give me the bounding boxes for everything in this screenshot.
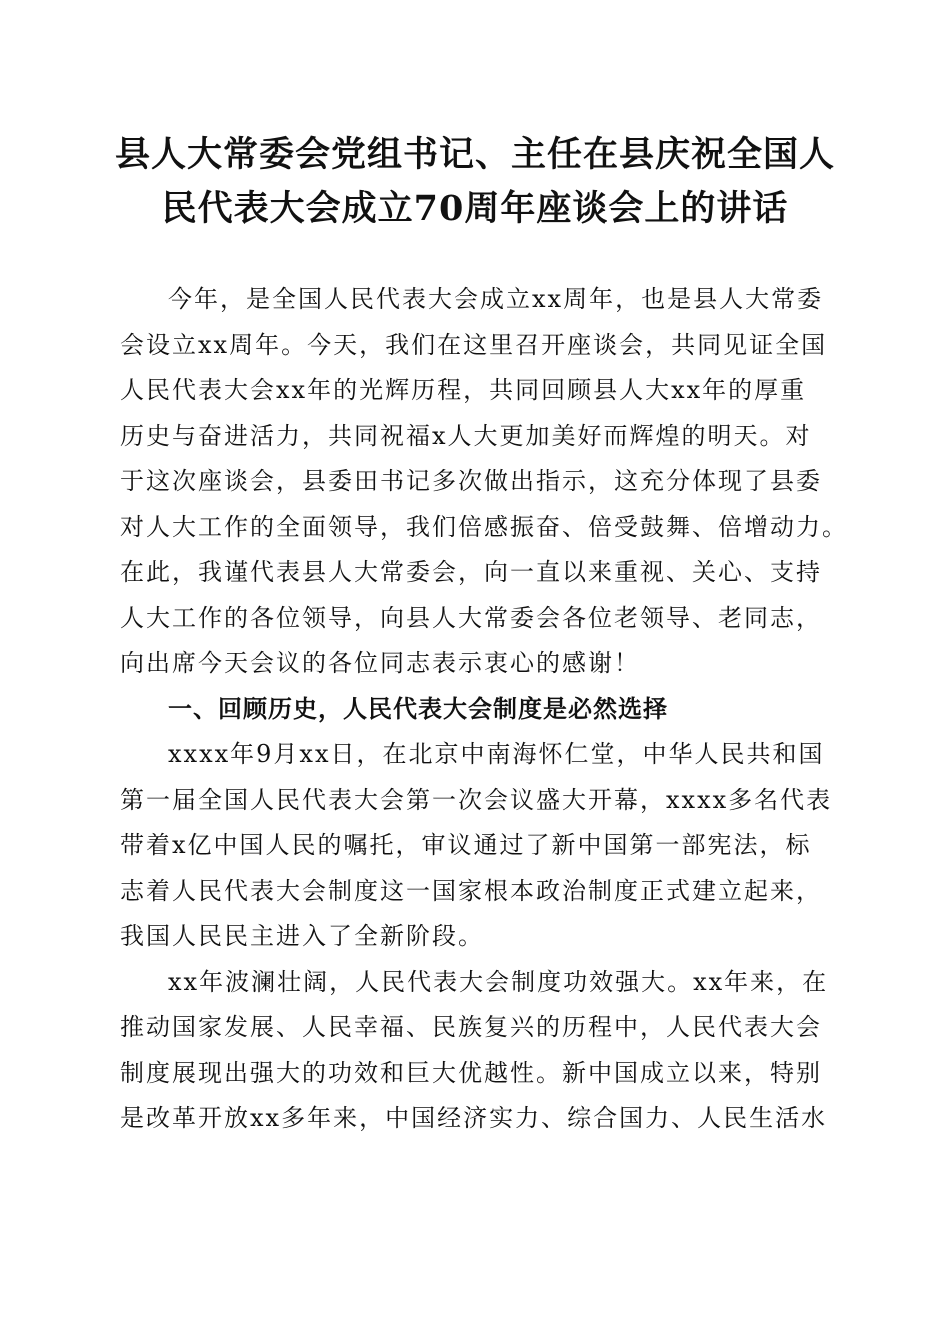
- paragraph-history: [120, 732, 832, 960]
- paragraph-line: 带着x亿中国人民的嘱托，审议通过了新中国第一部宪法，标: [120, 831, 812, 859]
- paragraph-line: 制度展现出强大的功效和巨大优越性。新中国成立以来，特别: [120, 1058, 822, 1087]
- paragraph-line: 历史与奋进活力，共同祝福x人大更加美好而辉煌的明天。对: [120, 421, 812, 450]
- section-heading-1: [120, 687, 832, 733]
- paragraph-line: 推动国家发展、人民幸福、民族复兴的历程中，人民代表大会: [120, 1013, 822, 1041]
- paragraph-line: 对人大工作的全面领导，我们倍感振奋、倍受鼓舞、倍增动力。: [120, 512, 848, 541]
- title-line: 民代表大会成立70周年座谈会上的讲话: [161, 188, 789, 229]
- paragraph-line: 我国人民民主进入了全新阶段。: [120, 922, 484, 950]
- paragraph-line: 会设立xx周年。今天，我们在这里召开座谈会，共同见证全国: [120, 330, 828, 359]
- paragraph-line: 志着人民代表大会制度这一国家根本政治制度正式建立起来，: [120, 876, 822, 905]
- section-heading: 一、回顾历史，人民代表大会制度是必然选择: [168, 694, 668, 723]
- paragraph-line: 第一届全国人民代表大会第一次会议盛大开幕，xxxx多名代表: [120, 785, 833, 814]
- document-title: [100, 128, 850, 236]
- paragraph-line: 向出席今天会议的各位同志表示衷心的感谢！: [120, 649, 640, 677]
- paragraph-intro: [120, 277, 848, 687]
- paragraph-line: xxxx年9月xx日，在北京中南海怀仁堂，中华人民共和国: [168, 740, 825, 768]
- paragraph-line: 在此，我谨代表县人大常委会，向一直以来重视、关心、支持: [120, 558, 822, 586]
- paragraph-line: 于这次座谈会，县委田书记多次做出指示，这充分体现了县委: [120, 467, 822, 495]
- paragraph-line: xx年波澜壮阔，人民代表大会制度功效强大。xx年来，在: [168, 967, 829, 996]
- title-line: 县人大常委会党组书记、主任在县庆祝全国人: [114, 134, 835, 175]
- paragraph-line: 人民代表大会xx年的光辉历程，共同回顾县人大xx年的厚重: [120, 376, 807, 404]
- document-body: [120, 277, 848, 1142]
- paragraph-achievements: [120, 960, 832, 1142]
- paragraph-line: 是改革开放xx多年来，中国经济实力、综合国力、人民生活水: [120, 1104, 828, 1132]
- paragraph-line: 今年，是全国人民代表大会成立xx周年，也是县人大常委: [168, 285, 824, 313]
- paragraph-line: 人大工作的各位领导，向县人大常委会各位老领导、老同志，: [120, 603, 822, 632]
